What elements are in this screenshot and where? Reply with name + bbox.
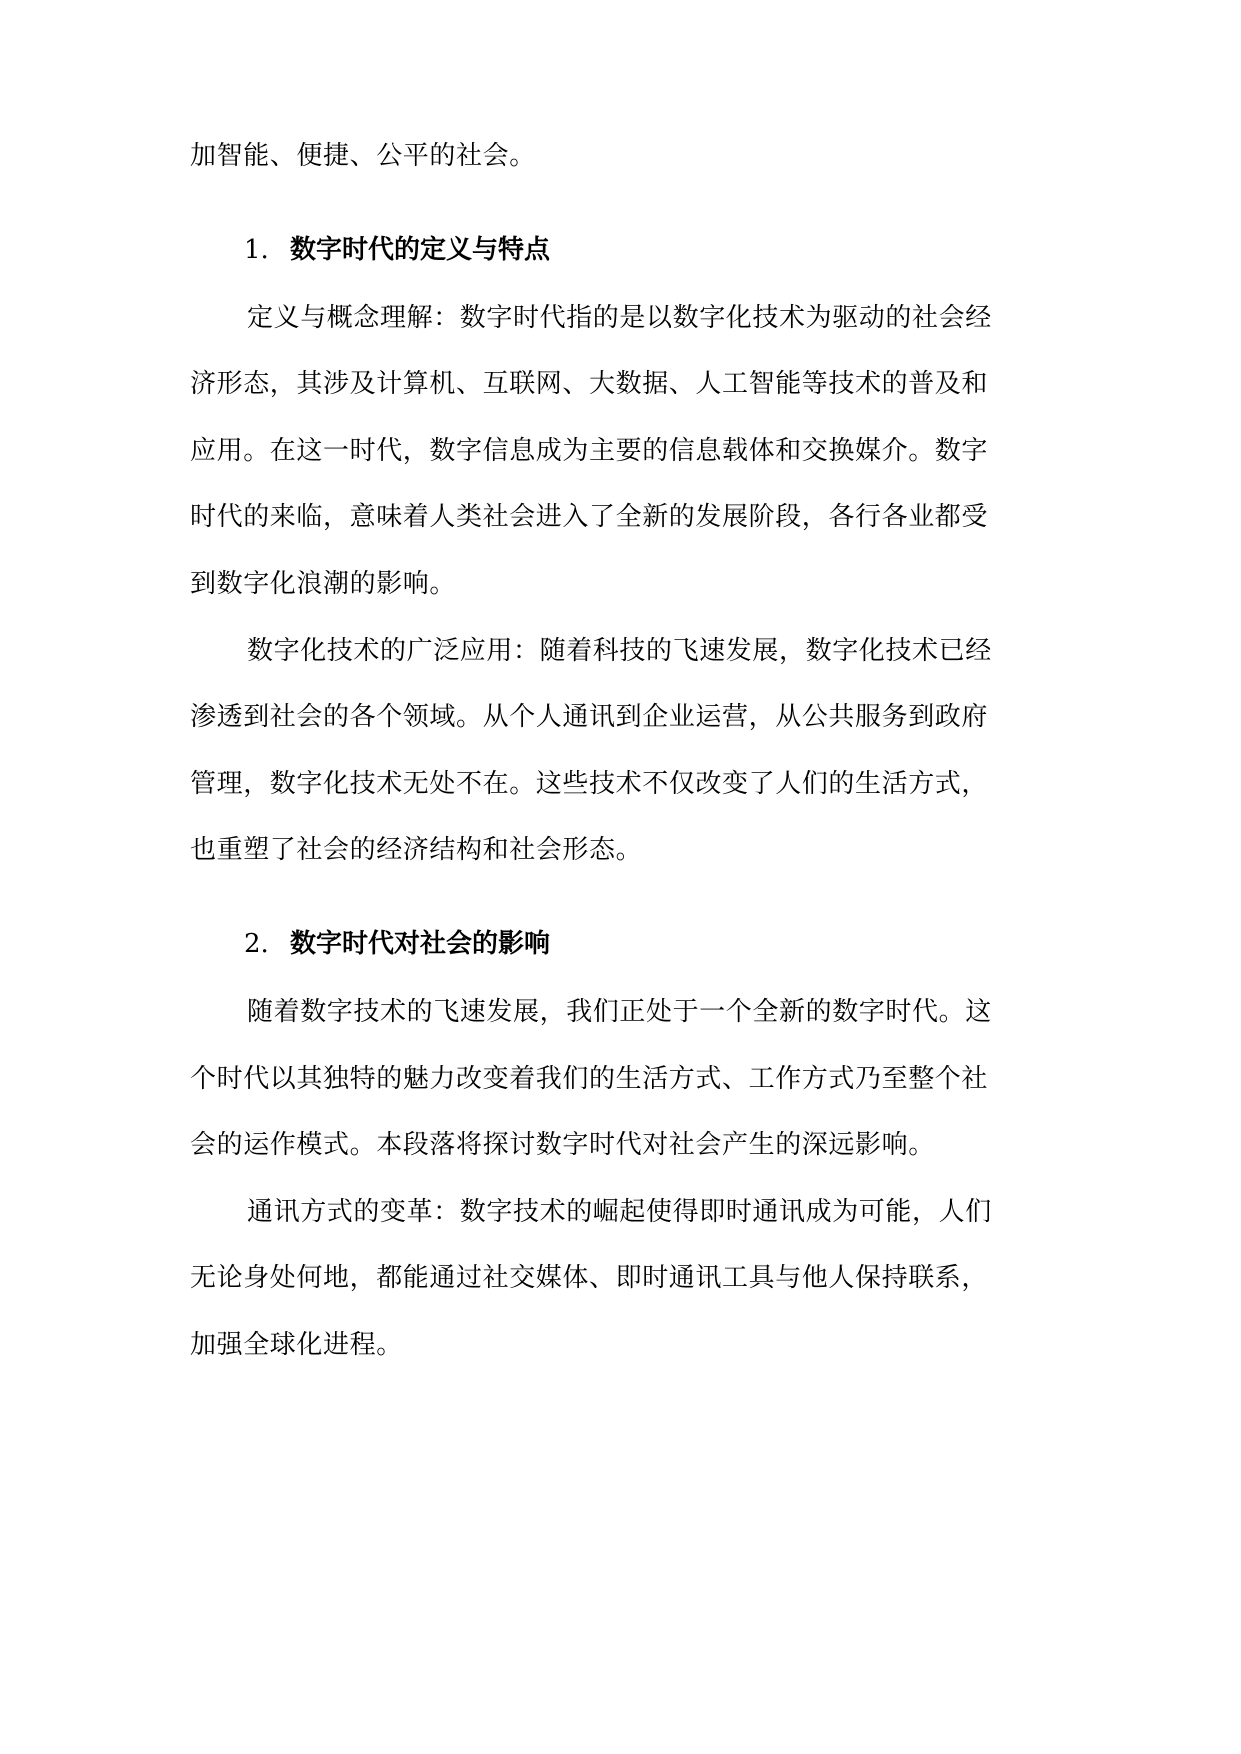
section-2-number: 2.: [244, 929, 269, 959]
section-2-title: 数字时代对社会的影响: [290, 929, 551, 959]
section-2-paragraph-2-line: 通讯方式的变革：数字技术的崛起使得即时通讯成为可能，人们: [247, 1197, 992, 1227]
section-1-number: 1.: [244, 235, 269, 265]
section-2-paragraph-2-line: 加强全球化进程。: [190, 1330, 403, 1360]
section-1-paragraph-1-line: 济形态，其涉及计算机、互联网、大数据、人工智能等技术的普及和: [190, 369, 989, 399]
section-1-title: 数字时代的定义与特点: [290, 235, 551, 265]
section-1-paragraph-1-line: 应用。在这一时代，数字信息成为主要的信息载体和交换媒介。数字: [190, 436, 989, 466]
intro-tail-line: 加智能、便捷、公平的社会。: [190, 141, 536, 171]
section-2-paragraph-1-line: 个时代以其独特的魅力改变着我们的生活方式、工作方式乃至整个社: [190, 1064, 989, 1094]
section-2-paragraph-2-line: 无论身处何地，都能通过社交媒体、即时通讯工具与他人保持联系，: [190, 1263, 989, 1293]
section-1-paragraph-1-line: 到数字化浪潮的影响。: [190, 569, 457, 599]
section-2-paragraph-1-line: 随着数字技术的飞速发展，我们正处于一个全新的数字时代。这: [247, 997, 992, 1027]
section-1-paragraph-1-line: 定义与概念理解：数字时代指的是以数字化技术为驱动的社会经: [247, 303, 992, 333]
section-1-paragraph-2-line: 也重塑了社会的经济结构和社会形态。: [190, 835, 643, 865]
section-1-paragraph-2-line: 渗透到社会的各个领域。从个人通讯到企业运营，从公共服务到政府: [190, 702, 989, 732]
section-1-paragraph-1-line: 时代的来临，意味着人类社会进入了全新的发展阶段，各行各业都受: [190, 502, 989, 532]
section-2-paragraph-1-line: 会的运作模式。本段落将探讨数字时代对社会产生的深远影响。: [190, 1130, 935, 1160]
section-1-heading: [244, 233, 550, 267]
section-1-paragraph-2-line: 数字化技术的广泛应用：随着科技的飞速发展，数字化技术已经: [247, 636, 992, 666]
section-1-paragraph-2-line: 管理，数字化技术无处不在。这些技术不仅改变了人们的生活方式，: [190, 769, 989, 799]
section-2-heading: [244, 927, 550, 961]
